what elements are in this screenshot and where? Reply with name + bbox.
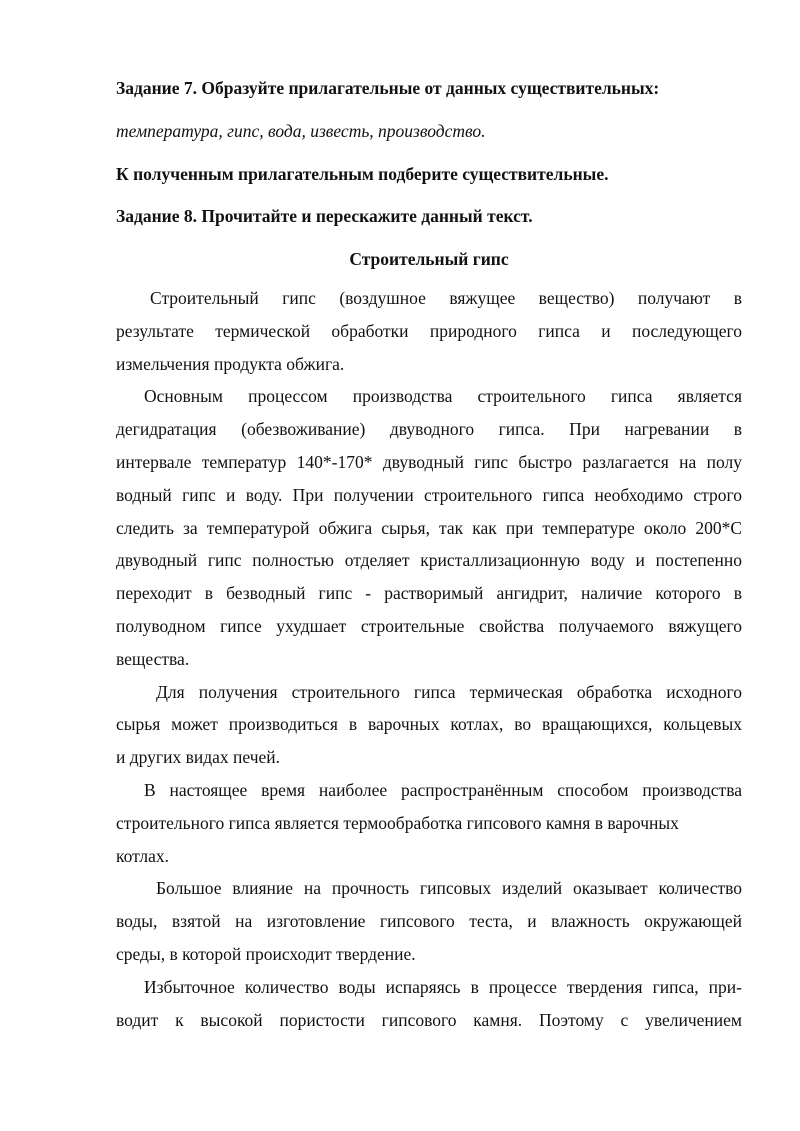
paragraph-6 [116, 971, 742, 1037]
task7-instruction: К полученным прилагательным подберите существительные. [116, 163, 609, 184]
paragraph-line: результате термической обработки природного гипса и последующего [116, 320, 742, 341]
paragraph-line: воды, взятой на изготовление гипсового теста, и влажность окружающей [116, 911, 742, 932]
task8-heading: Задание 8. Прочитайте и перескажите данный текст. [116, 206, 533, 227]
paragraph-line: вещества. [116, 648, 190, 669]
paragraph-5 [116, 872, 742, 970]
paragraph-line: В настоящее время наиболее распространённым способом производства [144, 779, 742, 800]
task7-heading: Задание 7. Образуйте прилагательные от данных существительных: [116, 78, 660, 98]
text-title: Строительный гипс [349, 249, 509, 270]
paragraph-line: переходит в безводный гипс - растворимый ангидрит, наличие которого в [116, 583, 742, 604]
document-page [116, 72, 742, 1036]
paragraph-line: Основным процессом производства строительного гипса является [144, 386, 742, 407]
paragraph-line: полуводном гипсе ухудшает строительные свойства получаемого вяжущего [116, 615, 742, 636]
paragraph-line: двуводный гипс полностью отделяет кристаллизационную воду и постепенно [116, 550, 742, 571]
paragraph-4 [116, 774, 742, 872]
paragraph-line: интервале температур 140*-170* двуводный гипс быстро разлагается на полу [116, 451, 742, 472]
paragraph-line: и других видах печей. [116, 747, 281, 768]
paragraph-line: котлах. [116, 845, 169, 866]
task7-words: температура, гипс, вода, известь, производство. [116, 120, 486, 141]
paragraph-line: измельчения продукта обжига. [116, 353, 345, 374]
paragraph-line: Большое влияние на прочность гипсовых изделий оказывает количество [156, 878, 742, 899]
paragraph-line: Избыточное количество воды испаряясь в процессе твердения гипса, при- [144, 976, 742, 997]
paragraph-line: строительного гипса является термообработка гипсового камня в варочных [116, 812, 679, 833]
paragraph-line: среды, в которой происходит твердение. [116, 943, 416, 964]
paragraph-line: сырья может производиться в варочных котлах, во вращающихся, кольцевых [116, 714, 742, 735]
paragraph-1 [116, 282, 742, 380]
paragraph-3 [116, 676, 742, 774]
paragraph-line: дегидратация (обезвоживание) двуводного гипса. При нагревании в [116, 419, 742, 440]
paragraph-line: Для получения строительного гипса термическая обработка исходного [156, 681, 742, 702]
paragraph-line: следить за температурой обжига сырья, так как при температуре около 200*С [116, 517, 742, 538]
paragraph-line: водит к высокой пористости гипсового камня. Поэтому с увеличением [116, 1009, 742, 1030]
paragraph-line: водный гипс и воду. При получении строительного гипса необходимо строго [116, 484, 742, 505]
paragraph-2 [116, 380, 742, 675]
paragraph-line: Строительный гипс (воздушное вяжущее вещество) получают в [150, 287, 742, 308]
